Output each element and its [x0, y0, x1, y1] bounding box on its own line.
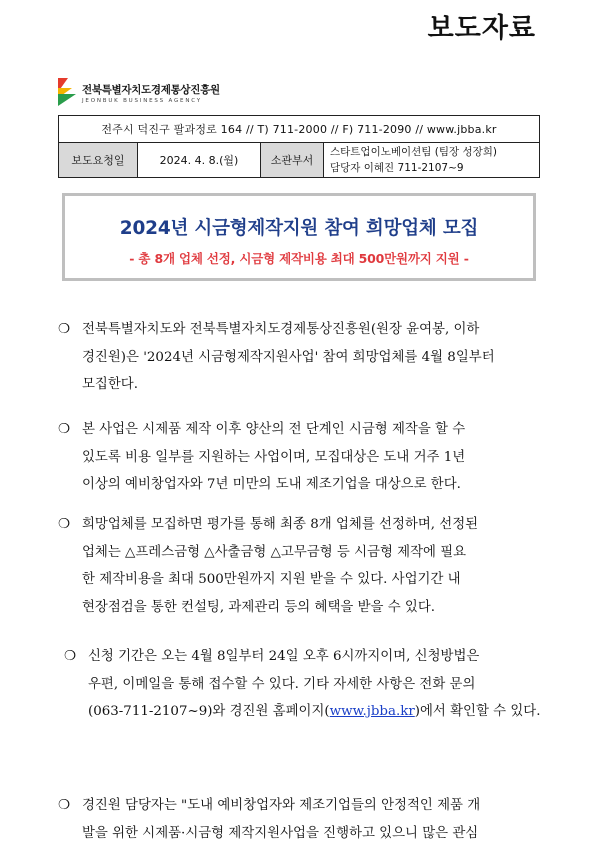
department-contact: 담당자 이혜진 711-2107~9 [330, 162, 464, 174]
paragraph-4 [64, 643, 548, 726]
paragraph-line: 경진원)은 '2024년 시금형제작지원사업' 참여 희망업체를 4월 8일부터 [82, 349, 495, 365]
organization-logo [58, 78, 220, 108]
bullet-icon: ❍ [58, 322, 71, 337]
paragraph-2 [58, 416, 548, 499]
headline: 2024년 시금형제작지원 참여 희망업체 모집 [119, 218, 479, 239]
contact-phone-text: (063-711-2107~9)와 경진원 홈페이지( [88, 704, 330, 719]
paragraph-line: 모집한다. [82, 377, 138, 392]
paragraph-line: 신청 기간은 오는 4월 8일부터 24일 오후 6시까지이며, 신청방법은 [88, 649, 480, 664]
paragraph-line: 있도록 비용 일부를 지원하는 사업이며, 모집대상은 도내 거주 1년 [82, 449, 466, 465]
logo-mark-icon [58, 78, 78, 108]
paragraph-1 [58, 316, 548, 399]
paragraph-line: 우편, 이메일을 통해 접수할 수 있다. 기타 자세한 사항은 전화 문의 [88, 676, 476, 692]
paragraph-line: 희망업체를 모집하면 평가를 통해 최종 8개 업체를 선정하며, 선정된 [82, 517, 479, 532]
paragraph-line: 경진원 담당자는 "도내 예비창업자와 제조기업들의 안정적인 제품 개 [82, 798, 481, 813]
headline-box [62, 193, 536, 281]
paragraph-5 [58, 792, 548, 847]
paragraph-line: 전북특별자치도와 전북특별자치도경제통상진흥원(원장 윤여봉, 이하 [82, 322, 480, 337]
department-label: 소관부서 [261, 143, 324, 178]
homepage-link[interactable]: www.jbba.kr [329, 704, 415, 719]
paragraph-line: 업체는 △프레스금형 △사출금형 △고무금형 등 시금형 제작에 필요 [82, 544, 467, 560]
press-release-title: 보도자료 [427, 13, 536, 44]
paragraph-line: 발을 위한 시제품·시금형 제작지원사업을 진행하고 있으니 많은 관심 [82, 825, 479, 841]
paragraph-tail-text: )에서 확인할 수 있다. [414, 704, 541, 719]
paragraph-line [88, 698, 548, 726]
request-date-label: 보도요청일 [59, 143, 138, 178]
department-team: 스타트업이노베이션팀 (팀장 성장희) [330, 146, 498, 158]
paragraph-3 [58, 511, 548, 621]
paragraph-line: 현장점검을 통한 컨설팅, 과제관리 등의 혜택을 받을 수 있다. [82, 599, 436, 615]
bullet-icon: ❍ [58, 422, 71, 437]
department-value [324, 143, 540, 178]
request-date-value: 2024. 4. 8.(월) [138, 143, 261, 178]
bullet-icon: ❍ [64, 649, 77, 664]
logo-name-korean: 전북특별자치도경제통상진흥원 [82, 84, 220, 96]
contact-info-table [58, 115, 540, 178]
logo-name-english: JEONBUK BUSINESS AGENCY [82, 98, 202, 104]
address-line: 전주시 덕진구 팔과정로 164 // T) 711-2000 // F) 711-2090 // www.jbba.kr [59, 116, 540, 143]
paragraph-line: 본 사업은 시제품 제작 이후 양산의 전 단계인 시금형 제작을 할 수 [82, 422, 466, 437]
bullet-icon: ❍ [58, 517, 71, 532]
subheadline: - 총 8개 업체 선정, 시금형 제작비용 최대 500만원까지 지원 - [129, 251, 469, 266]
bullet-icon: ❍ [58, 798, 71, 813]
paragraph-line: 한 제작비용을 최대 500만원까지 지원 받을 수 있다. 사업기간 내 [82, 572, 461, 587]
paragraph-line: 이상의 예비창업자와 7년 미만의 도내 제조기업을 대상으로 한다. [82, 477, 461, 492]
